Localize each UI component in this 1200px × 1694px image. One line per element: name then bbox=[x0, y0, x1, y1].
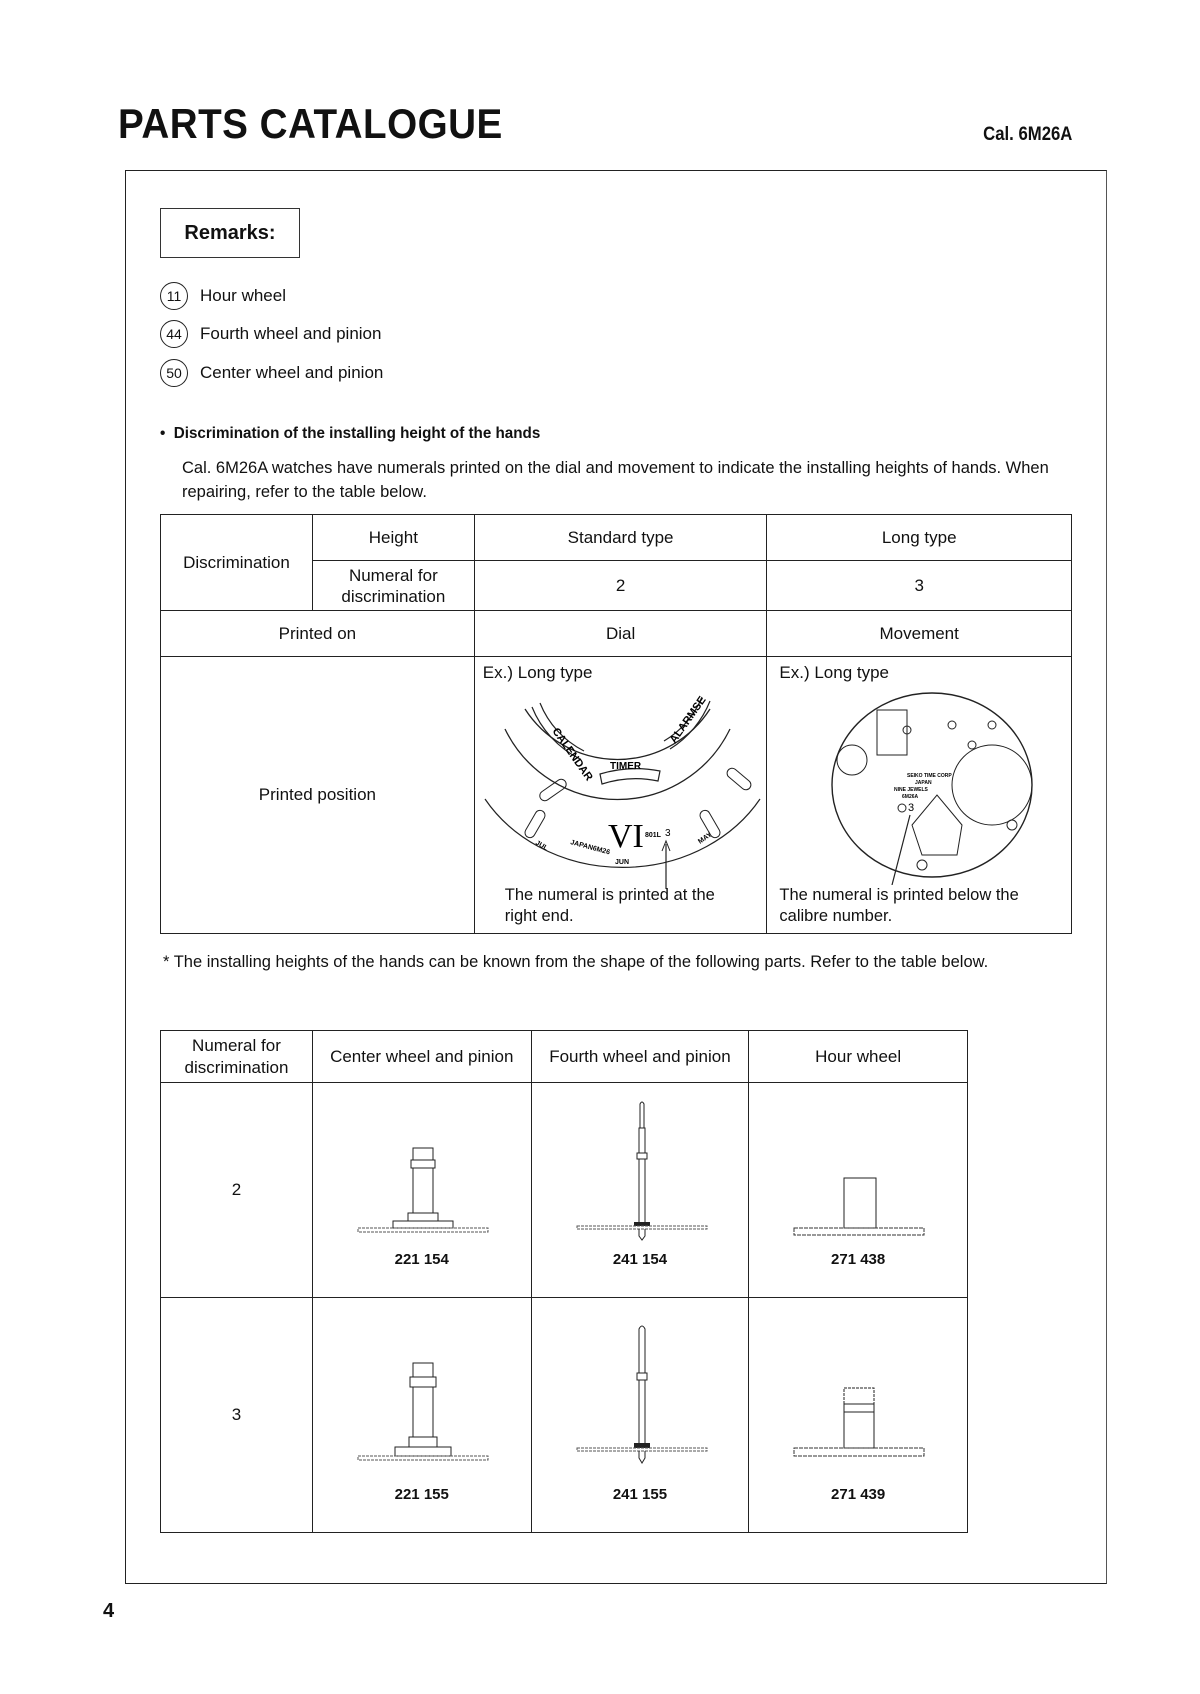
part-number: 221 155 bbox=[394, 1486, 449, 1503]
long-type-header: Long type bbox=[767, 515, 1072, 561]
section-heading bbox=[160, 425, 540, 443]
part-cell bbox=[531, 1298, 749, 1533]
svg-text:TIMER: TIMER bbox=[609, 761, 641, 772]
svg-text:3: 3 bbox=[908, 802, 915, 814]
row-numeral: 2 bbox=[161, 1083, 313, 1298]
calibre-label: Cal. 6M26A bbox=[982, 124, 1072, 145]
dial-illustration-icon bbox=[480, 689, 765, 889]
circled-number-icon: 11 bbox=[160, 282, 188, 310]
circled-number-icon: 50 bbox=[160, 359, 188, 387]
remark-text: Fourth wheel and pinion bbox=[200, 324, 382, 343]
remarks-heading: Remarks: bbox=[160, 208, 300, 258]
center-wheel-illustration-icon bbox=[353, 1358, 493, 1468]
svg-text:VI: VI bbox=[607, 818, 644, 855]
discrimination-label: Discrimination bbox=[161, 515, 313, 611]
standard-numeral: 2 bbox=[474, 561, 767, 611]
remark-text: Center wheel and pinion bbox=[200, 363, 384, 382]
header-fourth-wheel: Fourth wheel and pinion bbox=[531, 1031, 749, 1083]
note-text: * The installing heights of the hands can be known from the shape of the following parts. Refer to the table below. bbox=[163, 953, 989, 971]
hour-wheel-illustration-icon bbox=[789, 1383, 929, 1468]
remark-item bbox=[160, 359, 383, 387]
header-numeral: Numeral for discrimination bbox=[161, 1031, 313, 1083]
fourth-wheel-illustration-icon bbox=[572, 1098, 712, 1243]
svg-text:JUL: JUL bbox=[533, 839, 549, 853]
svg-text:NINE JEWELS: NINE JEWELS bbox=[894, 787, 929, 793]
part-number: 271 438 bbox=[831, 1251, 886, 1268]
remark-text: Hour wheel bbox=[200, 286, 286, 305]
remark-item bbox=[160, 320, 381, 348]
part-number: 241 155 bbox=[612, 1486, 668, 1503]
discrimination-table bbox=[160, 514, 1072, 934]
svg-text:3: 3 bbox=[664, 828, 671, 839]
svg-text:801L: 801L bbox=[644, 832, 661, 839]
page-title: PARTS CATALOGUE bbox=[118, 100, 503, 147]
part-cell bbox=[312, 1298, 531, 1533]
dial-label: Dial bbox=[474, 611, 767, 657]
fourth-wheel-illustration-icon bbox=[572, 1323, 712, 1468]
svg-text:6M26A: 6M26A bbox=[902, 794, 919, 800]
svg-text:JAPAN: JAPAN bbox=[915, 780, 932, 786]
header-hour-wheel: Hour wheel bbox=[749, 1031, 968, 1083]
svg-text:JUN: JUN bbox=[614, 859, 629, 866]
dial-example-label: Ex.) Long type bbox=[482, 663, 593, 682]
hour-wheel-illustration-icon bbox=[789, 1173, 929, 1243]
movement-example-cell bbox=[767, 657, 1072, 934]
header-center-wheel: Center wheel and pinion bbox=[312, 1031, 531, 1083]
movement-caption: The numeral is printed below the calibre number. bbox=[779, 886, 1019, 925]
svg-text:MAY: MAY bbox=[696, 831, 714, 846]
section-paragraph: Cal. 6M26A watches have numerals printed on the dial and movement to indicate the installing heights of hands. When repairing, refer to the table below. bbox=[182, 459, 1049, 501]
svg-text:JAPAN6M26: JAPAN6M26 bbox=[569, 839, 611, 857]
standard-type-header: Standard type bbox=[474, 515, 767, 561]
parts-table bbox=[160, 1030, 968, 1533]
long-numeral: 3 bbox=[767, 561, 1072, 611]
part-number: 221 154 bbox=[394, 1251, 449, 1268]
svg-text:SEIKO TIME CORP: SEIKO TIME CORP bbox=[907, 773, 953, 779]
svg-text:ALARMSE: ALARMSE bbox=[667, 694, 709, 746]
section-heading-text: Discrimination of the installing height of the hands bbox=[173, 425, 541, 442]
row-numeral: 3 bbox=[161, 1298, 313, 1533]
movement-label: Movement bbox=[767, 611, 1072, 657]
page-number: 4 bbox=[103, 1600, 115, 1622]
part-number: 271 439 bbox=[831, 1486, 886, 1503]
numeral-label: Numeral for discrimination bbox=[312, 561, 474, 611]
part-cell bbox=[531, 1083, 749, 1298]
movement-example-label: Ex.) Long type bbox=[779, 663, 890, 682]
dial-caption: The numeral is printed at the right end. bbox=[504, 886, 715, 925]
svg-text:CALENDAR: CALENDAR bbox=[549, 725, 595, 784]
dial-example-cell bbox=[474, 657, 767, 934]
part-number: 241 154 bbox=[612, 1251, 668, 1268]
bullet-icon: • bbox=[160, 425, 166, 442]
height-label: Height bbox=[312, 515, 474, 561]
part-cell bbox=[312, 1083, 531, 1298]
center-wheel-illustration-icon bbox=[353, 1143, 493, 1238]
movement-illustration-icon bbox=[812, 685, 1062, 885]
circled-number-icon: 44 bbox=[160, 320, 188, 348]
part-cell bbox=[749, 1298, 968, 1533]
printed-position-label: Printed position bbox=[161, 657, 475, 934]
part-cell bbox=[749, 1083, 968, 1298]
remark-item bbox=[160, 282, 286, 310]
printed-on-label: Printed on bbox=[161, 611, 475, 657]
